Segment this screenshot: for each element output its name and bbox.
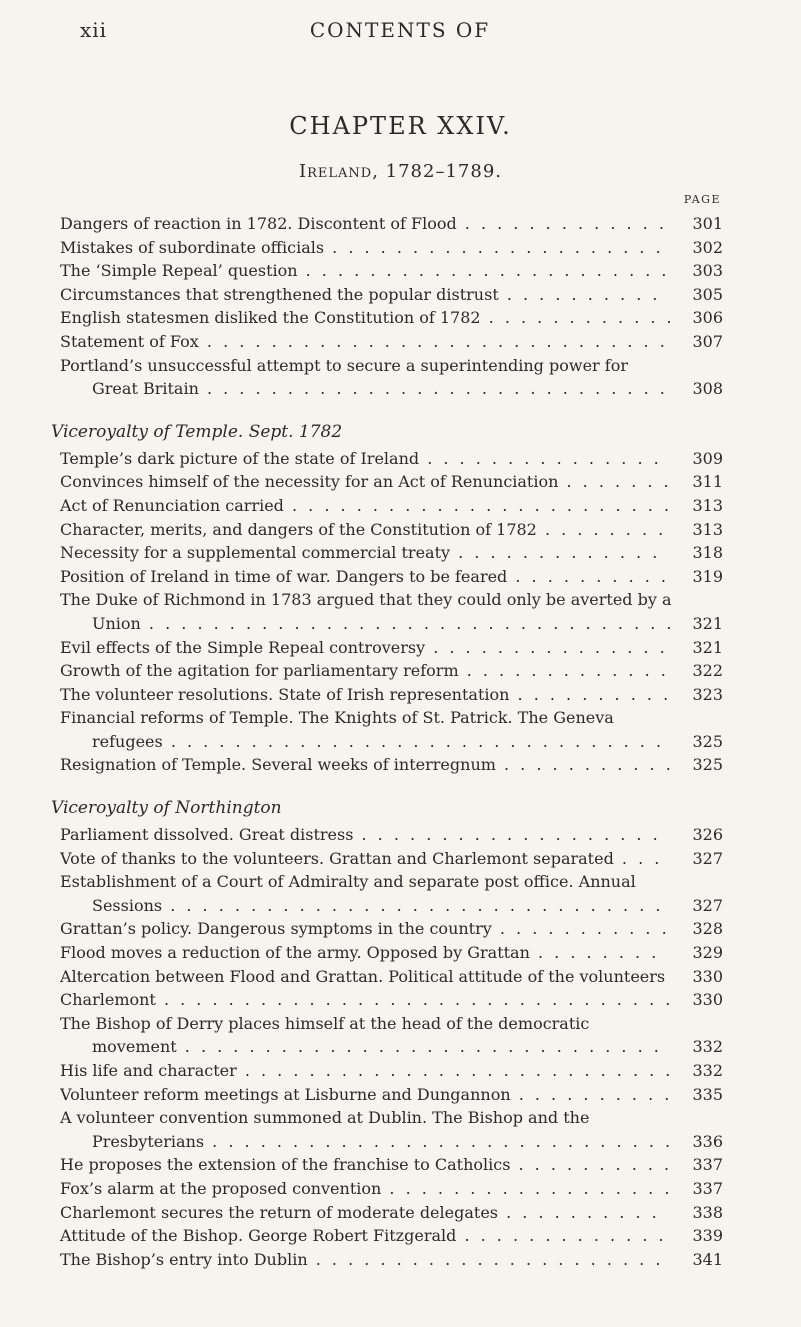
toc-entry-title: Growth of the agitation for parliamentary reform . . . <box>60 661 669 683</box>
toc-entry-title: Act of Renunciation carried . . . <box>60 496 672 518</box>
toc-entry-page: 335 <box>692 1084 723 1104</box>
toc-entry <box>60 965 723 989</box>
toc-entry <box>60 494 723 518</box>
toc-entry-page: 321 <box>692 613 723 633</box>
toc-entry-title: Altercation between Flood and Grattan. Political attitude of the volunteers . . . <box>60 967 666 989</box>
toc-entry <box>60 753 723 777</box>
chapter-title: CHAPTER XXIV. <box>289 112 512 140</box>
toc-entry-text <box>60 470 681 494</box>
toc-entry-page: 301 <box>692 214 723 233</box>
toc-entry-text <box>60 354 681 401</box>
toc-entry-title: A volunteer convention summoned at Dublin. The Bishop and the Presbyterians . . . <box>60 1108 673 1153</box>
running-title: CONTENTS OF <box>309 18 491 42</box>
toc-entry-title: Flood moves a reduction of the army. Opposed by Grattan . . . <box>60 943 666 965</box>
toc-entry-text <box>60 1059 681 1083</box>
toc-entry-text <box>60 965 681 989</box>
toc-entry <box>60 447 723 471</box>
toc-entry-title: Position of Ireland in time of war. Dangers to be feared . . . <box>60 567 669 589</box>
toc-entry-title: The Bishop of Derry places himself at the head of the democratic movement . . . <box>60 1014 662 1059</box>
toc-entry-title: Volunteer reform meetings at Lisburne and Dungannon . . . <box>60 1085 672 1107</box>
toc-entry-page: 330 <box>692 990 723 1010</box>
toc-entry-title: The ‘Simple Repeal’ question . . . <box>60 261 670 283</box>
chapter-subtitle-text: Ireland, 1782–1789. <box>299 161 502 182</box>
toc-entry-text <box>60 706 681 753</box>
toc-entry-title: His life and character . . . <box>60 1061 673 1083</box>
toc-entry-page: 325 <box>692 755 723 775</box>
toc-entry-title: Necessity for a supplemental commercial treaty . . . <box>60 543 666 565</box>
toc-entry-title: Vote of thanks to the volunteers. Grattan and Charlemont separated . . . <box>60 849 666 871</box>
toc-entry-page: 341 <box>692 1249 723 1269</box>
toc-entry-text <box>60 236 681 260</box>
toc-entry <box>60 1012 723 1059</box>
toc-entry <box>60 1059 723 1083</box>
toc-entry-text <box>60 330 681 354</box>
toc-entry <box>60 283 723 307</box>
toc-entry-page: 313 <box>692 495 723 515</box>
toc-entry-page: 318 <box>692 543 723 563</box>
toc-entry <box>60 470 723 494</box>
toc-entry-title: Evil effects of the Simple Repeal controversy . . . <box>60 638 668 660</box>
page-column-label: PAGE <box>683 193 721 206</box>
toc-entry <box>60 1106 723 1153</box>
toc-entry <box>60 870 723 917</box>
page-folio: xii <box>80 18 108 42</box>
table-of-contents <box>51 212 723 1271</box>
toc-entry-text <box>60 659 681 683</box>
toc-entry-text <box>60 1083 681 1107</box>
toc-entry <box>60 988 723 1012</box>
toc-entry-title: Portland’s unsuccessful attempt to secure a superintending power for Great Britain . . . <box>60 356 668 401</box>
toc-entry-page: 332 <box>692 1037 723 1057</box>
toc-entry <box>60 565 723 589</box>
toc-entry <box>60 1248 723 1272</box>
toc-entry-page: 339 <box>692 1226 723 1246</box>
toc-entry-title: Grattan’s policy. Dangerous symptoms in the country . . . <box>60 919 670 941</box>
toc-entry-title: Temple’s dark picture of the state of Ireland . . . <box>60 449 666 471</box>
toc-entry-text <box>60 1177 681 1201</box>
toc-entry-page: 338 <box>692 1202 723 1222</box>
toc-entry-title: English statesmen disliked the Constitution of 1782 . . . <box>60 308 675 330</box>
toc-entry <box>60 259 723 283</box>
toc-entry <box>60 941 723 965</box>
toc-entry-page: 309 <box>692 448 723 468</box>
toc-entry-text <box>60 683 681 707</box>
toc-entry <box>60 917 723 941</box>
toc-entry-text <box>60 1153 681 1177</box>
toc-entry <box>60 1177 723 1201</box>
toc-entry-title: Statement of Fox . . . <box>60 332 668 354</box>
toc-entry-page: 313 <box>692 519 723 539</box>
toc-entry <box>60 541 723 565</box>
toc-entry-title: Mistakes of subordinate officials . . . <box>60 238 664 260</box>
toc-entry <box>60 236 723 260</box>
toc-entry-text <box>60 636 681 660</box>
toc-entry-text <box>60 1201 681 1225</box>
toc-entry-title: The Bishop’s entry into Dublin . . . <box>60 1250 663 1272</box>
toc-entry-page: 323 <box>692 684 723 704</box>
toc-entry-title: Establishment of a Court of Admiralty and separate post office. Annual Sessions . . . <box>60 872 663 917</box>
toc-entry-title: The Duke of Richmond in 1783 argued that they could only be averted by a Union . . . <box>60 590 675 635</box>
toc-entry-text <box>60 541 681 565</box>
toc-entry-page: 308 <box>692 379 723 399</box>
toc-entry-page: 302 <box>692 237 723 257</box>
toc-entry <box>60 330 723 354</box>
toc-entry <box>60 823 723 847</box>
toc-entry-page: 307 <box>692 331 723 351</box>
running-head <box>80 18 720 48</box>
toc-entry-title: The volunteer resolutions. State of Irish representation . . . <box>60 685 671 707</box>
toc-entry <box>60 706 723 753</box>
toc-entry-page: 336 <box>692 1131 723 1151</box>
toc-entry-title: Charlemont . . . <box>60 990 673 1012</box>
toc-entry-text <box>60 870 681 917</box>
toc-entry <box>60 306 723 330</box>
toc-entry-text <box>60 494 681 518</box>
toc-entry-title: Attitude of the Bishop. George Robert Fitzgerald . . . <box>60 1226 667 1248</box>
toc-entry-text <box>60 1106 681 1153</box>
toc-entry-title: Charlemont secures the return of moderate delegates . . . <box>60 1203 666 1225</box>
toc-entry-text <box>60 306 681 330</box>
toc-entry-text <box>60 259 681 283</box>
toc-entry-page: 328 <box>692 919 723 939</box>
toc-entry-page: 332 <box>692 1061 723 1080</box>
toc-entry-text <box>60 917 681 941</box>
toc-entry <box>60 847 723 871</box>
toc-entry-text <box>60 283 681 307</box>
section-heading: Viceroyalty of Temple. Sept. 1782 <box>51 421 343 442</box>
toc-entry-page: 305 <box>692 284 723 304</box>
toc-entry-page: 322 <box>692 661 723 681</box>
toc-entry <box>60 212 723 236</box>
toc-entry <box>60 1153 723 1177</box>
toc-entry-text <box>60 565 681 589</box>
toc-entry-title: Resignation of Temple. Several weeks of interregnum . . . <box>60 755 674 777</box>
toc-entry-page: 330 <box>692 966 723 986</box>
toc-entry <box>60 636 723 660</box>
toc-entry-page: 337 <box>692 1155 723 1175</box>
toc-entry-text <box>60 847 681 871</box>
toc-entry-page: 325 <box>692 731 723 751</box>
toc-entry-page: 321 <box>692 637 723 657</box>
toc-entry-title: Financial reforms of Temple. The Knights of St. Patrick. The Geneva refugees . . . <box>60 708 664 753</box>
toc-entry <box>60 1083 723 1107</box>
toc-entry <box>60 1224 723 1248</box>
toc-entry-title: Dangers of reaction in 1782. Discontent of Flood . . . <box>60 214 667 236</box>
toc-entry-text <box>60 1012 681 1059</box>
toc-entry-text <box>60 1248 681 1272</box>
toc-entry <box>60 1201 723 1225</box>
toc-entry-text <box>60 823 681 847</box>
toc-entry-text <box>60 988 681 1012</box>
toc-entry-title: Fox’s alarm at the proposed convention . . . <box>60 1179 672 1201</box>
toc-entry-text <box>60 941 681 965</box>
toc-entry-title: Parliament dissolved. Great distress . . . <box>60 825 661 847</box>
toc-entry-title: He proposes the extension of the franchise to Catholics . . . <box>60 1155 672 1177</box>
toc-entry-text <box>60 447 681 471</box>
toc-entry-text <box>60 588 681 635</box>
chapter-subtitle <box>0 161 801 182</box>
toc-entry-page: 319 <box>692 566 723 586</box>
toc-entry <box>60 683 723 707</box>
toc-entry-page: 329 <box>692 943 723 963</box>
toc-entry <box>60 588 723 635</box>
toc-entry-page: 326 <box>692 825 723 845</box>
toc-entry-text <box>60 753 681 777</box>
toc-entry-text <box>60 212 681 236</box>
section-heading: Viceroyalty of Northington <box>51 798 282 819</box>
toc-entry-title: Character, merits, and dangers of the Constitution of 1782 . . . <box>60 520 666 542</box>
toc-entry-page: 306 <box>692 308 723 328</box>
toc-entry <box>60 518 723 542</box>
toc-entry <box>60 659 723 683</box>
toc-entry-page: 303 <box>692 261 723 281</box>
toc-entry-text <box>60 1224 681 1248</box>
toc-entry-page: 337 <box>692 1178 723 1198</box>
toc-entry-page: 311 <box>692 472 723 492</box>
toc-entry-title: Circumstances that strengthened the popular distrust . . . <box>60 285 666 307</box>
toc-entry-text <box>60 518 681 542</box>
toc-entry-page: 327 <box>692 895 723 915</box>
toc-entry <box>60 354 723 401</box>
toc-entry-title: Convinces himself of the necessity for an Act of Renunciation . . . <box>60 472 672 494</box>
toc-entry-page: 327 <box>692 848 723 868</box>
